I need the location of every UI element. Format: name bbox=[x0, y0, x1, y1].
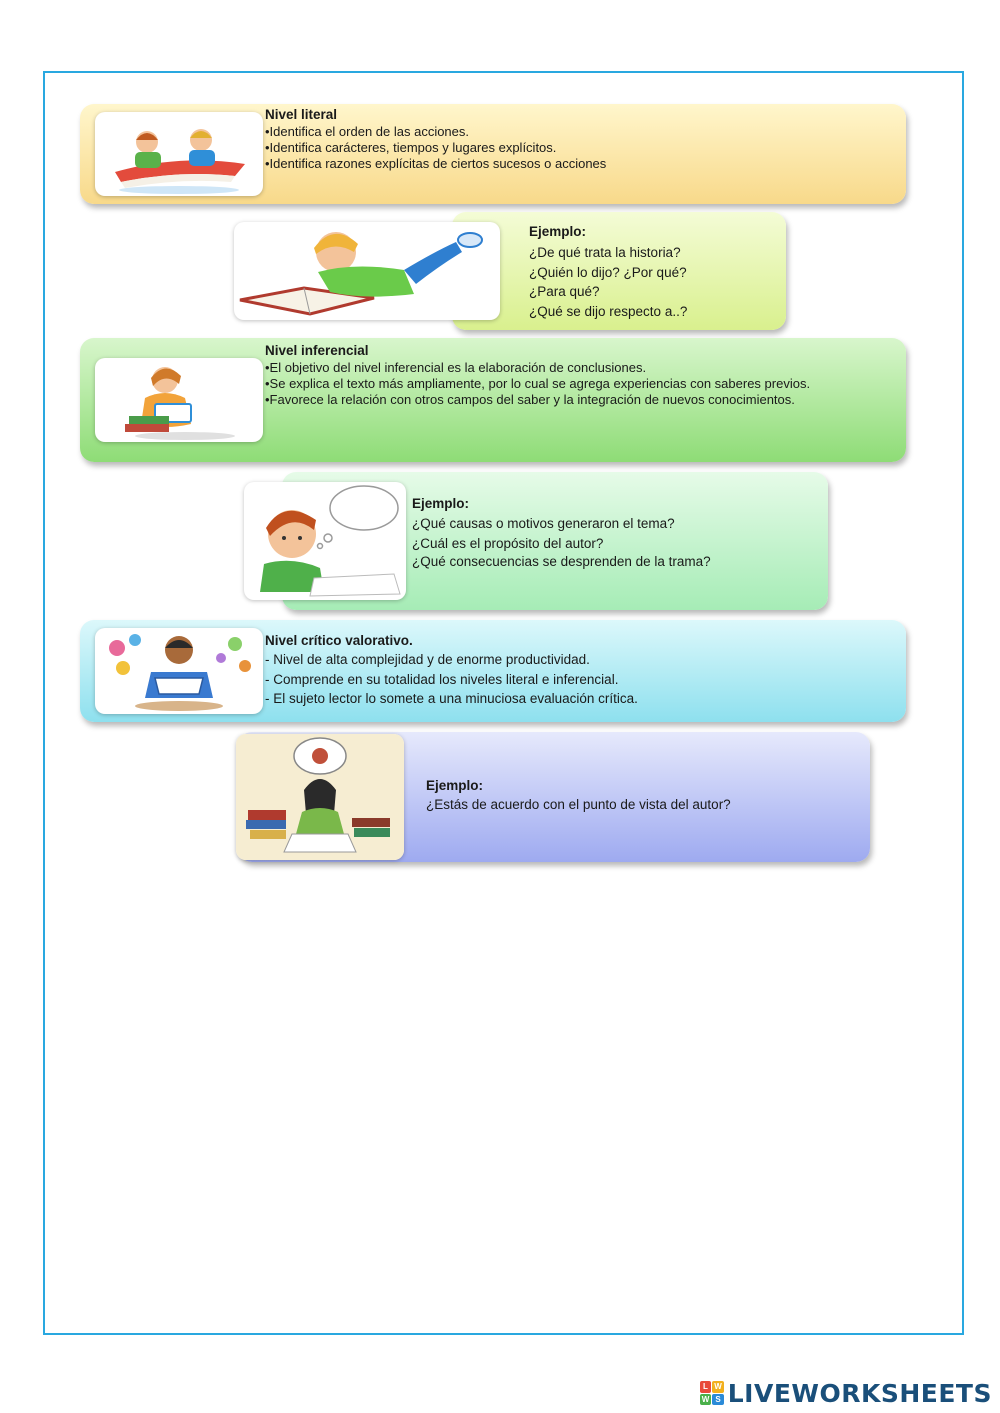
boy-reading-book-illustration bbox=[234, 222, 500, 320]
critical-level-panel bbox=[80, 620, 906, 722]
inferential-example-title: Ejemplo: bbox=[412, 496, 470, 511]
literal-level-list bbox=[265, 124, 894, 172]
critical-level-title: Nivel crítico valorativo. bbox=[265, 633, 413, 648]
inferential-level-panel bbox=[80, 338, 906, 462]
literal-level-title: Nivel literal bbox=[265, 107, 338, 122]
inferential-level-title: Nivel inferencial bbox=[265, 343, 369, 358]
list-item: •El objetivo del nivel inferencial es la elaboración de conclusiones. bbox=[265, 360, 647, 375]
boy-reading-imagination-illustration bbox=[95, 628, 263, 714]
list-item: ¿Qué consecuencias se desprenden de la trama? bbox=[412, 554, 711, 569]
literal-example-panel bbox=[452, 212, 786, 330]
list-item: •Favorece la relación con otros campos del saber y la integración de nuevos conocimientos. bbox=[265, 392, 795, 407]
list-item: - El sujeto lector lo somete a una minuciosa evaluación crítica. bbox=[265, 691, 638, 706]
liveworksheets-logo-icon: L W W S bbox=[701, 1382, 722, 1404]
kids-reading-illustration bbox=[95, 112, 263, 196]
liveworksheets-brand bbox=[700, 1376, 992, 1410]
list-item: - Comprende en su totalidad los niveles literal e inferencial. bbox=[265, 671, 619, 687]
list-item: •Identifica razones explícitas de ciertos sucesos o acciones bbox=[265, 156, 607, 171]
inferential-example-list bbox=[412, 515, 812, 569]
list-item: •Se explica el texto más ampliamente, por lo cual se agrega experiencias con saberes previos. bbox=[265, 376, 811, 391]
critical-example-title: Ejemplo: bbox=[426, 778, 484, 793]
list-item: ¿Quién lo dijo? ¿Por qué? bbox=[529, 264, 687, 280]
list-item: ¿Qué se dijo respecto a..? bbox=[529, 303, 688, 319]
list-item: ¿Qué causas o motivos generaron el tema? bbox=[412, 516, 675, 531]
literal-level-panel bbox=[80, 104, 906, 204]
list-item: •Identifica el orden de las acciones. bbox=[265, 124, 470, 139]
inferential-level-list bbox=[265, 360, 898, 408]
brand-name: LIVEWORKSHEETS bbox=[727, 1378, 992, 1408]
girl-studying-illustration bbox=[236, 734, 404, 860]
list-item: ¿Estás de acuerdo con el punto de vista del autor? bbox=[426, 797, 731, 812]
literal-example-list bbox=[529, 243, 776, 321]
list-item: ¿De qué trata la historia? bbox=[529, 245, 681, 260]
literal-example-title: Ejemplo: bbox=[529, 224, 587, 239]
critical-level-list bbox=[265, 650, 894, 709]
list-item: ¿Cuál es el propósito del autor? bbox=[412, 536, 604, 551]
child-reading-illustration bbox=[95, 358, 263, 442]
list-item: •Identifica carácteres, tiempos y lugares explícitos. bbox=[265, 140, 557, 155]
list-item: ¿Para qué? bbox=[529, 284, 600, 299]
boy-thinking-illustration bbox=[244, 482, 406, 600]
list-item: - Nivel de alta complejidad y de enorme productividad. bbox=[265, 652, 590, 667]
critical-example-list bbox=[426, 795, 854, 815]
